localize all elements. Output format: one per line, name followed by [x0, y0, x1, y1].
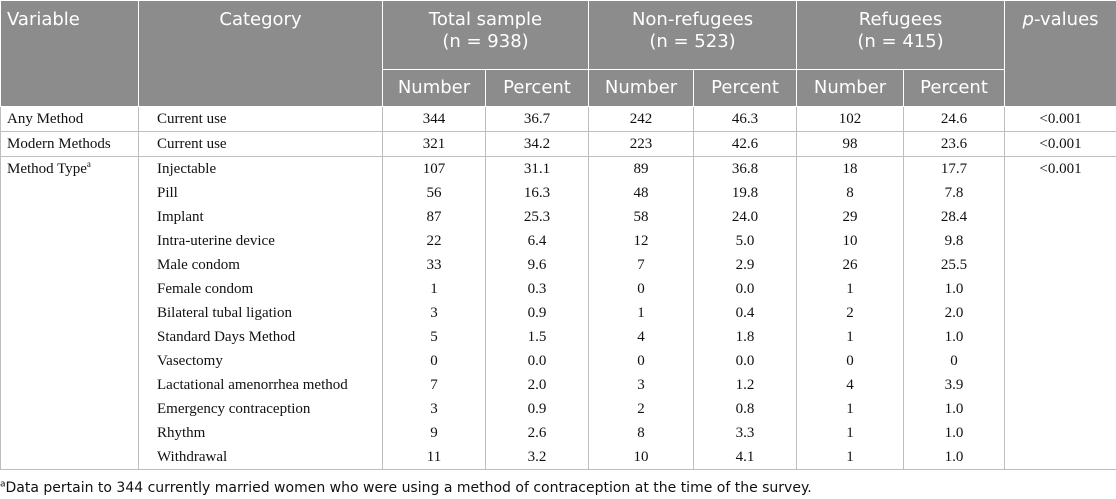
cell-total-percent: 0.9	[486, 397, 589, 421]
cell-total-number: 3	[383, 301, 486, 325]
cell-total-percent: 31.1	[486, 157, 589, 182]
table-footnote	[0, 480, 812, 496]
cell-ref-number: 1	[797, 325, 904, 349]
cell-ref-number: 2	[797, 301, 904, 325]
cell-nonref-percent: 4.1	[694, 445, 797, 470]
cell-nonref-percent: 3.3	[694, 421, 797, 445]
cell-nonref-number: 7	[589, 253, 694, 277]
cell-nonref-number: 3	[589, 373, 694, 397]
cell-ref-percent: 24.6	[904, 107, 1005, 132]
table-row	[1, 301, 1116, 325]
cell-nonref-percent: 19.8	[694, 181, 797, 205]
cell-nonref-percent: 36.8	[694, 157, 797, 182]
header-non-refugees	[589, 1, 797, 70]
cell-total-number: 87	[383, 205, 486, 229]
cell-category: Female condom	[139, 277, 383, 301]
cell-total-number: 321	[383, 132, 486, 157]
cell-ref-number: 102	[797, 107, 904, 132]
cell-total-number: 22	[383, 229, 486, 253]
cell-category: Injectable	[139, 157, 383, 182]
header-variable: Variable	[1, 1, 139, 107]
cell-ref-percent: 25.5	[904, 253, 1005, 277]
cell-variable	[1, 157, 139, 470]
cell-ref-number: 4	[797, 373, 904, 397]
table-row	[1, 229, 1116, 253]
cell-total-percent: 2.6	[486, 421, 589, 445]
cell-ref-percent: 23.6	[904, 132, 1005, 157]
header-ref-n: (n = 415)	[857, 31, 944, 52]
header-total-n: (n = 938)	[442, 31, 529, 52]
cell-total-percent: 0.3	[486, 277, 589, 301]
cell-total-number: 56	[383, 181, 486, 205]
header-nonref-percent: Percent	[694, 70, 797, 107]
table-row	[1, 107, 1116, 132]
header-ref-percent: Percent	[904, 70, 1005, 107]
table-row	[1, 181, 1116, 205]
cell-p-value: <0.001	[1005, 107, 1116, 132]
cell-variable-text: Method Type	[7, 161, 87, 177]
header-ref-number: Number	[797, 70, 904, 107]
cell-nonref-number: 2	[589, 397, 694, 421]
cell-category: Bilateral tubal ligation	[139, 301, 383, 325]
cell-nonref-number: 242	[589, 107, 694, 132]
footnote-text: Data pertain to 344 currently married women who were using a method of contraception at the time of the survey.	[5, 480, 812, 496]
cell-nonref-percent: 1.2	[694, 373, 797, 397]
cell-p-value: <0.001	[1005, 157, 1116, 470]
cell-nonref-percent: 0.4	[694, 301, 797, 325]
table-body	[1, 107, 1116, 470]
table-row	[1, 349, 1116, 373]
cell-category: Male condom	[139, 253, 383, 277]
cell-ref-number: 1	[797, 421, 904, 445]
cell-nonref-percent: 46.3	[694, 107, 797, 132]
cell-nonref-number: 48	[589, 181, 694, 205]
cell-nonref-percent: 24.0	[694, 205, 797, 229]
cell-ref-number: 0	[797, 349, 904, 373]
table-row	[1, 325, 1116, 349]
cell-nonref-percent: 1.8	[694, 325, 797, 349]
cell-total-number: 33	[383, 253, 486, 277]
cell-ref-number: 98	[797, 132, 904, 157]
table-row	[1, 132, 1116, 157]
cell-variable: Modern Methods	[1, 132, 139, 157]
header-refugees	[797, 1, 1005, 70]
cell-ref-percent: 28.4	[904, 205, 1005, 229]
table-header	[1, 1, 1116, 107]
cell-total-number: 1	[383, 277, 486, 301]
cell-total-number: 3	[383, 397, 486, 421]
cell-ref-number: 1	[797, 445, 904, 470]
cell-total-percent: 3.2	[486, 445, 589, 470]
cell-nonref-percent: 42.6	[694, 132, 797, 157]
cell-variable: Any Method	[1, 107, 139, 132]
cell-ref-percent: 1.0	[904, 445, 1005, 470]
header-p-values	[1005, 1, 1116, 107]
header-p-letter: p	[1022, 9, 1034, 30]
cell-total-number: 344	[383, 107, 486, 132]
cell-total-number: 7	[383, 373, 486, 397]
cell-nonref-number: 1	[589, 301, 694, 325]
cell-ref-percent: 1.0	[904, 325, 1005, 349]
cell-nonref-number: 0	[589, 277, 694, 301]
cell-nonref-number: 8	[589, 421, 694, 445]
cell-category: Vasectomy	[139, 349, 383, 373]
cell-category: Withdrawal	[139, 445, 383, 470]
cell-total-percent: 2.0	[486, 373, 589, 397]
header-ref-title: Refugees	[858, 9, 943, 30]
cell-category: Pill	[139, 181, 383, 205]
cell-nonref-percent: 0.8	[694, 397, 797, 421]
cell-category: Intra-uterine device	[139, 229, 383, 253]
cell-ref-percent: 2.0	[904, 301, 1005, 325]
cell-total-number: 5	[383, 325, 486, 349]
header-total-title: Total sample	[428, 9, 543, 30]
cell-nonref-number: 10	[589, 445, 694, 470]
cell-total-percent: 16.3	[486, 181, 589, 205]
cell-ref-number: 8	[797, 181, 904, 205]
cell-ref-number: 1	[797, 397, 904, 421]
table-row	[1, 253, 1116, 277]
cell-nonref-number: 223	[589, 132, 694, 157]
cell-total-percent: 36.7	[486, 107, 589, 132]
cell-total-number: 11	[383, 445, 486, 470]
header-category: Category	[139, 1, 383, 107]
cell-total-percent: 6.4	[486, 229, 589, 253]
cell-total-percent: 1.5	[486, 325, 589, 349]
cell-total-number: 0	[383, 349, 486, 373]
cell-ref-number: 1	[797, 277, 904, 301]
cell-ref-number: 29	[797, 205, 904, 229]
cell-ref-percent: 1.0	[904, 421, 1005, 445]
header-nonref-number: Number	[589, 70, 694, 107]
cell-nonref-percent: 0.0	[694, 277, 797, 301]
table-row	[1, 373, 1116, 397]
cell-nonref-number: 0	[589, 349, 694, 373]
cell-nonref-percent: 0.0	[694, 349, 797, 373]
cell-total-percent: 0.9	[486, 301, 589, 325]
cell-total-percent: 34.2	[486, 132, 589, 157]
cell-nonref-percent: 5.0	[694, 229, 797, 253]
cell-category: Current use	[139, 132, 383, 157]
cell-nonref-percent: 2.9	[694, 253, 797, 277]
cell-total-percent: 9.6	[486, 253, 589, 277]
cell-p-value: <0.001	[1005, 132, 1116, 157]
table-row	[1, 157, 1116, 182]
cell-ref-percent: 1.0	[904, 277, 1005, 301]
cell-nonref-number: 12	[589, 229, 694, 253]
footnote-mark: a	[0, 479, 6, 490]
cell-ref-number: 26	[797, 253, 904, 277]
header-nonref-title: Non-refugees	[631, 9, 754, 30]
cell-category: Current use	[139, 107, 383, 132]
cell-total-number: 107	[383, 157, 486, 182]
header-total-number: Number	[383, 70, 486, 107]
cell-ref-number: 18	[797, 157, 904, 182]
header-p-rest: -values	[1033, 9, 1099, 30]
cell-ref-percent: 1.0	[904, 397, 1005, 421]
cell-category: Standard Days Method	[139, 325, 383, 349]
table-row	[1, 205, 1116, 229]
cell-ref-number: 10	[797, 229, 904, 253]
cell-nonref-number: 58	[589, 205, 694, 229]
cell-ref-percent: 0	[904, 349, 1005, 373]
header-total-sample	[383, 1, 589, 70]
table-row	[1, 445, 1116, 470]
table-row	[1, 277, 1116, 301]
cell-total-percent: 0.0	[486, 349, 589, 373]
cell-ref-percent: 7.8	[904, 181, 1005, 205]
table-row	[1, 397, 1116, 421]
footnote-marker: a	[86, 159, 91, 169]
header-total-percent: Percent	[486, 70, 589, 107]
cell-category: Implant	[139, 205, 383, 229]
cell-ref-percent: 3.9	[904, 373, 1005, 397]
cell-ref-percent: 17.7	[904, 157, 1005, 182]
cell-category: Emergency contraception	[139, 397, 383, 421]
header-row-groups	[1, 1, 1116, 70]
cell-nonref-number: 4	[589, 325, 694, 349]
cell-ref-percent: 9.8	[904, 229, 1005, 253]
cell-category: Rhythm	[139, 421, 383, 445]
cell-total-percent: 25.3	[486, 205, 589, 229]
cell-category: Lactational amenorrhea method	[139, 373, 383, 397]
header-nonref-n: (n = 523)	[649, 31, 736, 52]
table-row	[1, 421, 1116, 445]
cell-total-number: 9	[383, 421, 486, 445]
cell-nonref-number: 89	[589, 157, 694, 182]
